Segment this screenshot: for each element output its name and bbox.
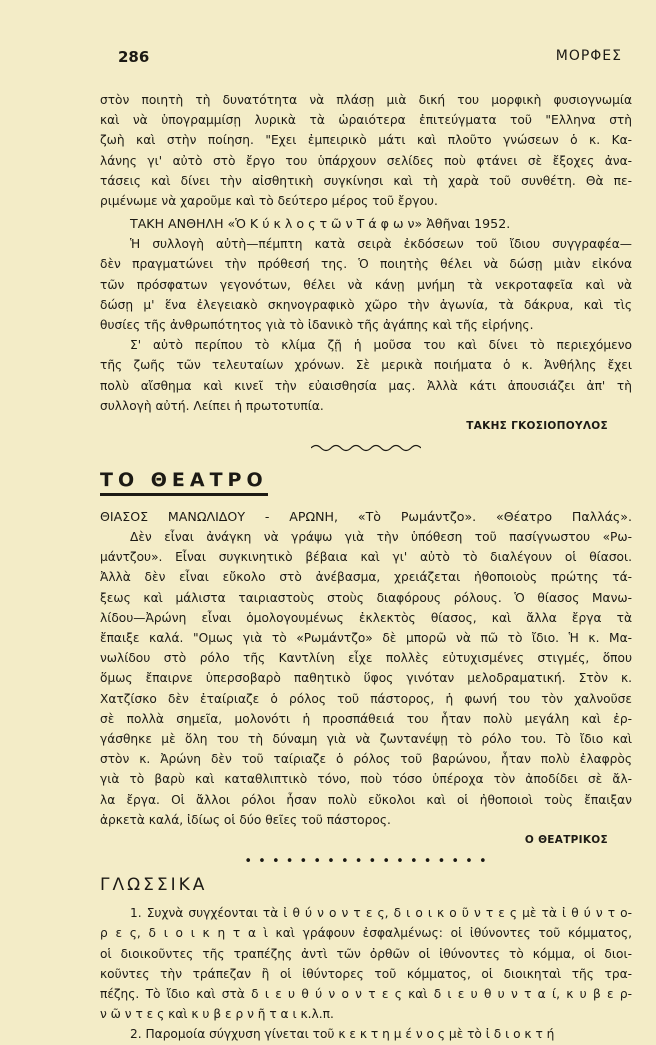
- text-line: συλλογὴ αὐτή. Λείπει ἡ πρωτοτυπία.: [100, 398, 324, 413]
- text-line: γάσθηκε μὲ ὅλη του τὴ δύναμη γιὰ νὰ ζωντανέψῃ τὸ ρόλο του. Τὸ ἴδιο καὶ: [100, 732, 632, 747]
- text-line: νωλίδου στὸ ρόλο τῆς Καντλίνη εἶχε πολλὲς εὐτυχισμένες στιγμές, ὅπου: [100, 651, 632, 666]
- text-line: κοῦντες τὴν τράπεζαν ἢ οἱ ἰθύντορες τοῦ κόμματος, οἱ διοικηταὶ τῆς τρα-: [100, 966, 632, 981]
- text-line: οἱ διοικοῦντες τῆς τραπέζης ἀντὶ τῶν ὀρθῶν οἱ ἰθύνοντες τὸ κόμμα, οἱ διοι-: [100, 946, 632, 961]
- text-line: τῆς ζωῆς τῶν τελευταίων χρόνων. Σὲ μερικὰ ποιήματα ὁ κ. Ἀνθήλης ἔχει: [100, 358, 632, 373]
- text-line: στὸν κ. Ἀρώνη δὲν τοῦ ταίριαζε ὁ ρόλος τοῦ βαρώνου, ἦταν πολὺ ἐλαφρὸς: [100, 752, 632, 767]
- text-line: ἀρκετὰ καλά, ἰδίως οἱ δύο θεῖες τοῦ πάστορος.: [100, 812, 391, 827]
- text-line: ξεως καὶ μάλιστα ταιριαστοὺς στοὺς διαφόρους ρόλους. Ὁ θίασος Μανω-: [100, 590, 632, 605]
- text-line: 1. Συχνὰ συγχέονται τὰ ἰ θ ύ ν ο ν τ ε ς, δ ι ο ι κ ο ῦ ν τ ε ς μὲ τὰ ἰ θ ύ ν τ ο-: [130, 906, 632, 921]
- glossika-item-1: [100, 903, 632, 1024]
- journal-title: ΜΟΡΦΕΣ: [555, 48, 622, 64]
- text-line: λα ἔργα. Οἱ ἄλλοι ρόλοι ἦσαν πολὺ εὔκολοι καὶ οἱ ἠθοποιοὶ τοὺς ἔπαιξαν: [100, 792, 632, 807]
- text-line: ὅμως ἔπαιρνε ὑπερσοβαρὸ παθητικὸ ὕφος γινόταν μελοδραματική. Στὸν κ.: [100, 671, 632, 686]
- dotted-divider: • • • • • • • • • • • • • • • • • •: [244, 854, 488, 870]
- text-line: λίδου—Ἀρώνη εἶναι ὁμολογουμένως ἐκλεκτὸς θίασος, καὶ ἄλλα ἔργα τὰ: [100, 610, 632, 625]
- text-line: λάνης γι' αὐτὸ στὸ ἔργο του ὑπάρχουν σελίδες ποὺ φτάνει σὲ ἔξοχες ἀνα-: [100, 153, 632, 168]
- intro-paragraph: [100, 90, 632, 211]
- glossika-item-2: 2. Παρομοία σύγχυση γίνεται τοῦ κ ε κ τ η μ έ ν ο ς μὲ τὸ ἰ δ ι ο κ τ ή: [130, 1027, 555, 1042]
- text-line: Ἀλλὰ δὲν εἶναι εὔκολο στὸ ἀνέβασμα, χρειάζεται ἠθοποιοὺς πρώτης τά-: [100, 570, 632, 585]
- text-line: στὸν ποιητὴ τὴ δυνατότητα νὰ πλάσῃ μιὰ δική του μορφικὴ φυσιογνωμία: [100, 93, 632, 107]
- book-review-body: [100, 234, 632, 416]
- text-line: γιὰ τὸ βαρὺ καὶ καταθλιπτικὸ τόνο, ποὺ τόσο ὑπέροχα τὸν ἀποδίδει σὲ ἄλ-: [100, 772, 632, 787]
- page-header: [118, 48, 622, 70]
- text-line: σὲ πολλὰ σημεῖα, μολονότι ἡ προσπάθειά του ἦταν πολὺ μεγάλη καὶ ἐρ-: [100, 711, 632, 726]
- text-line: Δὲν εἶναι ἀνάγκη νὰ γράψω γιὰ τὴν ὑπόθεση τοῦ πασίγνωστου «Ρω-: [130, 530, 632, 545]
- page-content: [100, 90, 632, 1045]
- text-line: θυσίες τῆς ἀνθρωπότητος γιὰ τὸ ἰδανικὸ τῆς ἀγάπης καὶ τῆς εἰρήνης.: [100, 318, 534, 333]
- text-line: τῶν πρόσφατων γεγονότων, θέλει νὰ κάνῃ μνήμη τὰ νεκροταφεῖα καὶ νὰ: [100, 277, 632, 292]
- page-number: 286: [118, 48, 150, 66]
- text-line: Σ' αὐτὸ περίπου τὸ κλίμα ζῇ ἡ μοῦσα του καὶ δίνει τὸ περιεχόμενο: [130, 338, 632, 353]
- text-line: πέζης. Τὸ ἴδιο καὶ στὰ δ ι ε υ θ ύ ν ο ν τ ε ς καὶ δ ι ε υ θ υ ν τ α ί, κ υ β ε ρ-: [100, 986, 632, 1001]
- play-heading: ΘΙΑΣΟΣ ΜΑΝΩΛΙΔΟΥ - ΑΡΩΝΗ, «Τὸ Ρωμάντζο». «Θέατρο Παλλάς».: [100, 509, 632, 525]
- glossika-section-title: ΓΛΩΣΣΙΚΑ: [100, 875, 208, 896]
- wavy-line-icon: [311, 443, 421, 453]
- text-line: ἔπαιξε καλά. "Ομως γιὰ τὸ «Ρωμάντζο» δὲ μπορῶ νὰ πῶ τὸ ἴδιο. Ἡ κ. Μα-: [100, 631, 632, 646]
- theatre-review-body: [100, 527, 632, 830]
- text-line: πολὺ αἴσθημα καὶ κινεῖ τὴν εὐαισθησία μας. Ἀλλὰ κάτι ἀπουσιάζει ἀπ' τὴ: [100, 378, 632, 393]
- text-line: ρ ε ς, δ ι ο ι κ η τ α ὶ καὶ γράφουν ἐσφαλμένως: οἱ ἰθύνοντες τοῦ κόμματος,: [100, 926, 632, 941]
- text-line: τάσεις καὶ δίνει τὴν αἰσθητικὴ συγκίνησι καὶ τὴ χαρὰ τοῦ συνθέτη. Θὰ πε-: [100, 173, 632, 188]
- text-line: μάντζου». Εἶναι συγκινητικὸ βέβαια καὶ γι' αὐτὸ τὸ διαλέγουν οἱ θίασοι.: [100, 550, 632, 565]
- theatre-signature: Ο ΘΕΑΤΡΙΚΟΣ: [524, 834, 608, 847]
- text-line: ν ῶ ν τ ε ς καὶ κ υ β ε ρ ν ῆ τ α ι κ.λ.π.: [100, 1007, 334, 1022]
- text-line: Χατζίσκο δὲν ἐταίριαζε ὁ ρόλος τοῦ πάστορος, ἡ φωνή του τὸν χαλνοῦσε: [100, 691, 632, 706]
- text-line: ζωὴ καὶ στὴν ποίηση. "Εχει ἐμπειρικὸ μάτι καὶ πλοῦτο γνώσεων ὁ κ. Κα-: [100, 133, 632, 148]
- text-line: δώσῃ μ' ἕνα ἐλεγειακὸ σκηνογραφικὸ χῶρο τὴν ἀγωνία, τὰ δάκρυα, καὶ τὶς: [100, 297, 632, 312]
- wavy-divider: [100, 438, 632, 457]
- theatre-section-title: ΤΟ ΘΕΑΤΡΟ: [100, 469, 268, 496]
- text-line: καὶ νὰ ὑπογραμμίσῃ λυρικὰ τὰ ὡραιότερα ἐπιτεύγματα τοῦ "Ελληνα στὴ: [100, 113, 632, 128]
- review-signature: ΤΑΚΗΣ ΓΚΟΣΙΟΠΟΥΛΟΣ: [466, 420, 608, 433]
- book-review-title: ΤΑΚΗ ΑΝΘΗΛΗ «Ὁ Κ ύ κ λ ο ς τ ῶ ν Τ ά φ ω ν» Ἀθῆναι 1952.: [130, 216, 511, 232]
- text-line: ριμένωμε νὰ χαροῦμε καὶ τὸ δεύτερο μέρος τοῦ ἔργου.: [100, 194, 438, 209]
- text-line: δὲν πραγματώνει τὴν πρόθεσή της. Ὁ ποιητὴς θέλει νὰ δώσῃ μιὰν εἰκόνα: [100, 257, 632, 272]
- text-line: Ἡ συλλογὴ αὐτὴ—πέμπτη κατὰ σειρὰ ἐκδόσεων τοῦ ἴδιου συγγραφέα—: [130, 237, 632, 252]
